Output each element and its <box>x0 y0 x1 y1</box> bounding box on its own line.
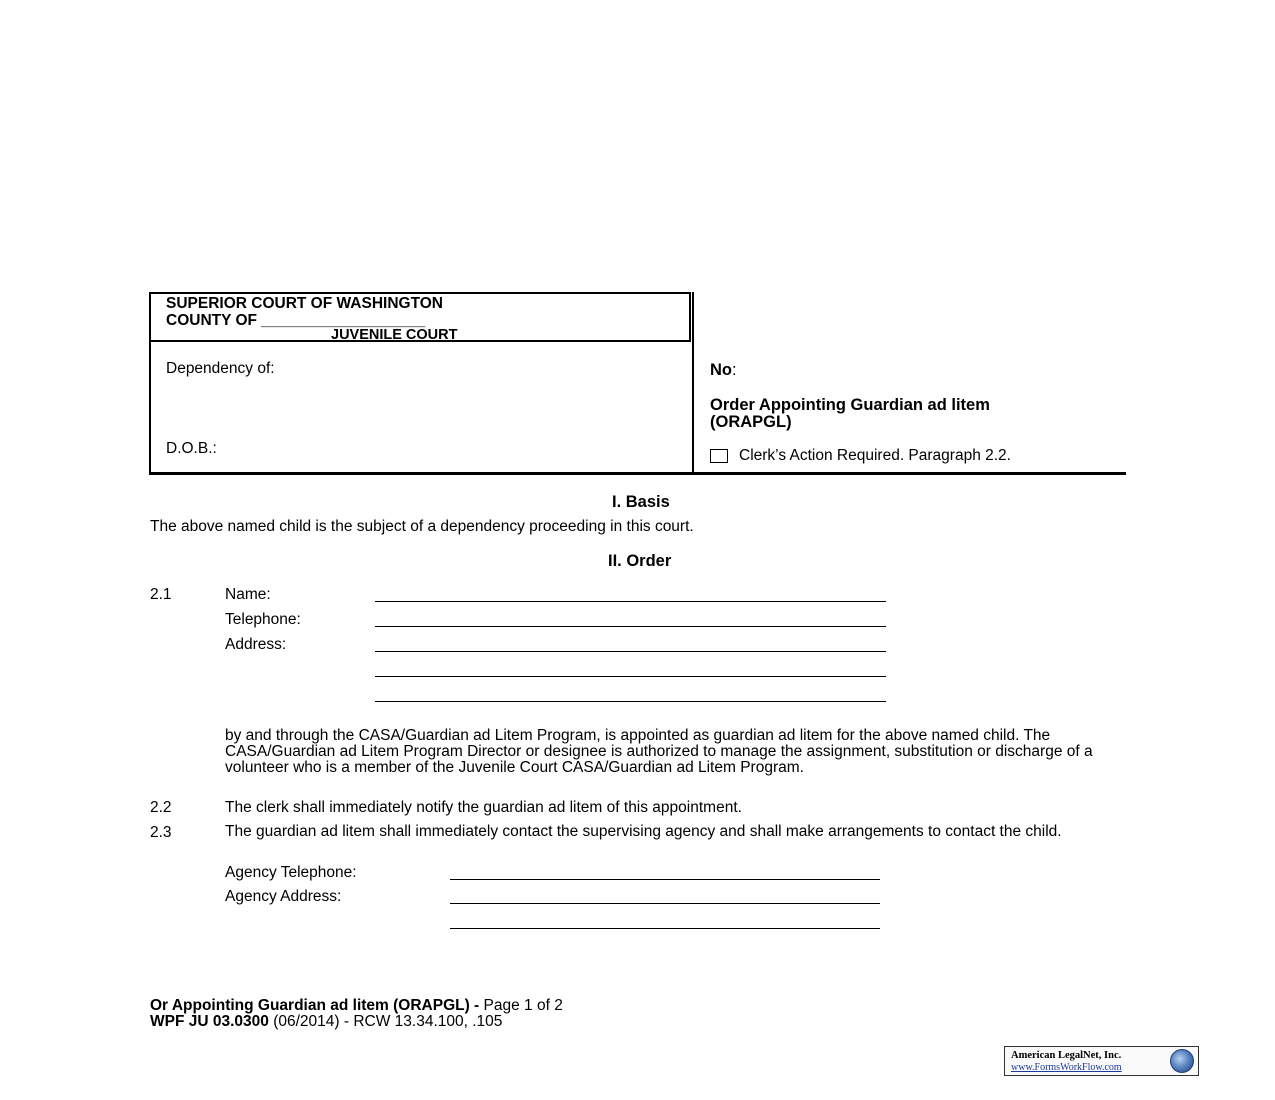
basis-heading: I. Basis <box>612 493 670 511</box>
name-label: Name: <box>225 586 271 603</box>
county-line: COUNTY OF ___________________ <box>166 312 426 329</box>
address-field-line2[interactable] <box>375 676 886 677</box>
order-heading: II. Order <box>608 552 672 570</box>
clerk-action-checkbox[interactable] <box>710 449 728 463</box>
para-2-1-text: by and through the CASA/Guardian ad Litem Program, is appointed as guardian ad litem for the above named child. The CASA/Guardian ad Litem Program Director or designee is authorized to manage the assignment, substitution or discharge of a volunteer who is a member of the Juvenile Court CASA/Guardian ad Litem Program. <box>225 727 1093 776</box>
footer-title: Or Appointing Guardian ad litem (ORAPGL) - Page 1 of 2 <box>150 997 563 1014</box>
court-header-box <box>149 292 691 342</box>
agency-telephone-label: Agency Telephone: <box>225 864 357 881</box>
footer-form-id: WPF JU 03.0300 (06/2014) - RCW 13.34.100, .105 <box>150 1013 503 1030</box>
name-field[interactable] <box>375 601 886 602</box>
form-title-line2: (ORAPGL) <box>710 413 792 431</box>
form-title-line1: Order Appointing Guardian ad litem <box>710 396 990 414</box>
caption-left-border <box>149 342 151 473</box>
telephone-field[interactable] <box>375 626 886 627</box>
logo-website-link[interactable]: www.FormsWorkFlow.com <box>1011 1062 1122 1073</box>
dependency-label: Dependency of: <box>166 360 275 377</box>
clerk-action-label: Clerk’s Action Required. Paragraph 2.2. <box>739 447 1011 464</box>
agency-address-field-line2[interactable] <box>450 928 880 929</box>
agency-telephone-field[interactable] <box>450 879 880 880</box>
basis-text: The above named child is the subject of a dependency proceeding in this court. <box>150 518 694 535</box>
agency-address-field-line1[interactable] <box>450 903 880 904</box>
para-2-2-text: The clerk shall immediately notify the guardian ad litem of this appointment. <box>225 799 742 816</box>
dob-label: D.O.B.: <box>166 440 217 457</box>
para-2-2-number: 2.2 <box>150 799 172 816</box>
globe-icon <box>1170 1049 1194 1073</box>
court-name: SUPERIOR COURT OF WASHINGTON <box>166 295 444 312</box>
agency-address-label: Agency Address: <box>225 888 342 905</box>
caption-bottom-rule <box>149 472 1126 475</box>
juvenile-court: JUVENILE COURT <box>331 327 458 343</box>
para-2-3-text: The guardian ad litem shall immediately contact the supervising agency and shall make arrangements to contact the child. <box>225 823 1062 840</box>
para-2-3-number: 2.3 <box>150 824 172 841</box>
caption-divider <box>692 292 694 475</box>
case-number-label: No: <box>710 361 737 379</box>
address-label: Address: <box>225 636 287 653</box>
logo-company-name: American LegalNet, Inc. <box>1011 1050 1122 1061</box>
para-2-1-number: 2.1 <box>150 586 172 603</box>
americanlegalnet-logo[interactable] <box>1004 1046 1199 1076</box>
address-field-line3[interactable] <box>375 701 886 702</box>
address-field-line1[interactable] <box>375 651 886 652</box>
telephone-label: Telephone: <box>225 611 301 628</box>
